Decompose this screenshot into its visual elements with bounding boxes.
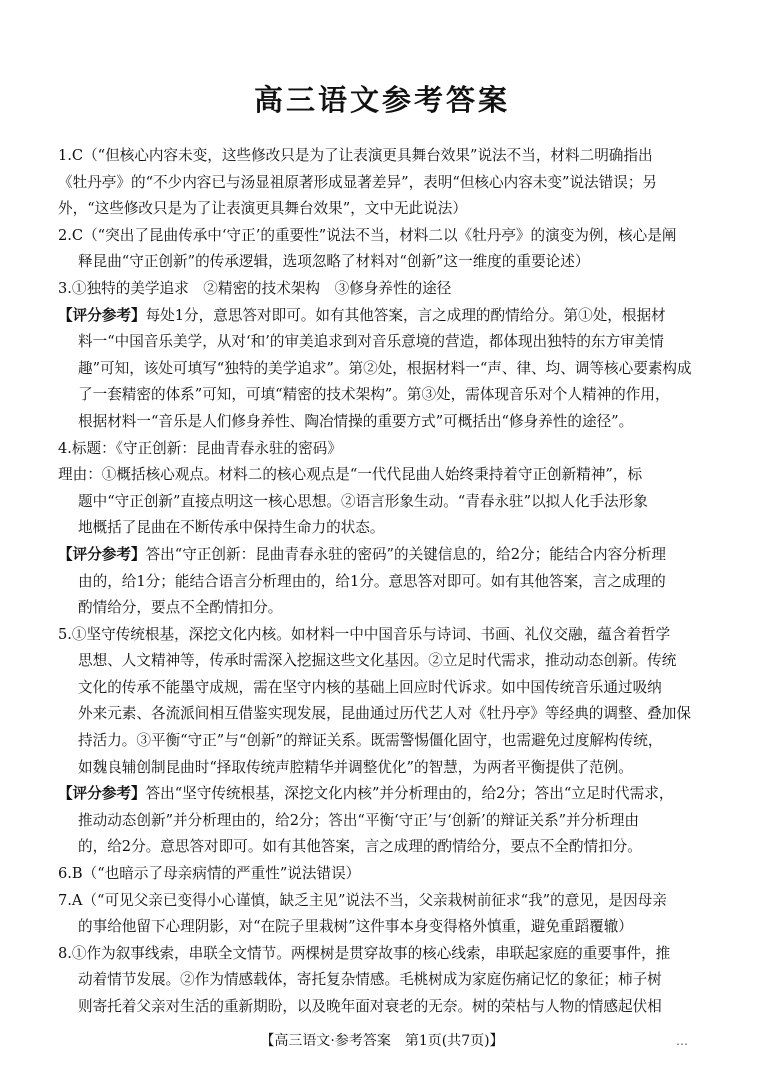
answer-line: [58, 143, 704, 170]
answer-text: 的事给他留下心理阴影，对“在院子里栽树”这件事本身变得格外慎重，避免重蹈覆辙）: [78, 918, 633, 936]
answer-line: [58, 515, 704, 542]
answer-line: [58, 622, 704, 649]
answer-text: 释昆曲“守正创新”的传承逻辑，选项忽略了材料对“创新”这一维度的重要论述）: [78, 253, 590, 271]
answer-text: 如魏良辅创制昆曲时“择取传统声腔精华并调整优化”的智慧，为两者平衡提供了范例。: [78, 758, 633, 776]
answer-text: 8.①作为叙事线索，串联全文情节。两棵树是贯穿故事的核心线索，串联起家庭的重要事件，推: [58, 944, 671, 962]
answer-item: [58, 888, 704, 941]
scoring-tag: 【评分参考】: [58, 306, 146, 324]
answer-line: [58, 170, 704, 197]
page-footer: 【高三语文·参考答案 第1页(共7页)】: [260, 1033, 504, 1049]
answer-line: [58, 967, 704, 994]
answer-text: 7.A（“可见父亲已变得小心谨慎，缺乏主见”说法不当，父亲栽树前征求“我”的意见，是因母亲: [58, 891, 667, 909]
answer-line: [58, 728, 704, 755]
answer-line: [58, 329, 704, 356]
answer-text: 4.标题：《守正创新：昆曲青春永驻的密码》: [58, 439, 342, 457]
answer-text: 持活力。③平衡“守正”与“创新”的辩证关系。既需警惕僵化固守，也需避免过度解构传统，: [78, 732, 663, 750]
answer-line: [58, 382, 704, 409]
answer-text: 根据材料一“音乐是人们修身养性、陶冶情操的重要方式”可概括出“修身养性的途径”。: [78, 412, 634, 430]
answer-line: [58, 249, 704, 276]
answer-item: [58, 223, 704, 276]
answer-text: 由的，给1分；能结合语言分析理由的，给1分。意思答对即可。如有其他答案，言之成理的: [78, 572, 666, 590]
answer-text: 动着情节发展。②作为情感载体，寄托复杂情感。毛桃树成为家庭伤痛记忆的象征；柿子树: [78, 971, 662, 989]
answer-text: 3.①独特的美学追求 ②精密的技术架构 ③修身养性的途径: [58, 279, 452, 297]
answer-line: [58, 675, 704, 702]
answer-text: 题中“守正创新”直接点明这一核心思想。②语言形象生动。“青春永驻”以拟人化手法形象: [78, 492, 648, 510]
answer-line: [58, 356, 704, 383]
answer-line: [58, 436, 704, 463]
answer-line: [58, 276, 704, 303]
answer-line: [58, 303, 704, 330]
answer-text: 地概括了昆曲在不断传承中保持生命力的状态。: [78, 519, 385, 537]
answer-text: 了一套精密的体系”可知，可填“精密的技术架构”。第③处，需体现音乐对个人精神的作用，: [78, 386, 670, 404]
answer-text: 理由：①概括核心观点。材料二的核心观点是“一代代昆曲人始终秉持着守正创新精神”，标: [58, 466, 643, 484]
answer-text: 答出“坚守传统根基，深挖文化内核”并分析理由的，给2分；答出“立足时代需求，: [145, 785, 674, 803]
answer-text: 料一“中国音乐美学，从对‘和’的审美追求到对音乐意境的营造，都体现出独特的东方审美情: [78, 333, 664, 351]
answer-text: 外来元素、各流派间相互借鉴实现发展，昆曲通过历代艺人对《牡丹亭》等经典的调整、叠加保: [78, 705, 691, 723]
answer-item: [58, 781, 704, 861]
answer-text: 酌情给分，要点不全酌情扣分。: [78, 599, 283, 617]
answer-item: [58, 462, 704, 542]
answer-line: [58, 569, 704, 596]
answer-line: [58, 489, 704, 516]
answer-line: [58, 409, 704, 436]
answer-text: 5.①坚守传统根基，深挖文化内核。如材料一中中国音乐与诗词、书画、礼仪交融，蕴含着哲学: [58, 625, 671, 643]
answer-line: [58, 701, 704, 728]
answer-text: 2.C（“突出了昆曲传承中‘守正’的重要性”说法不当，材料二以《牡丹亭》的演变为例，核心是阐: [58, 226, 677, 244]
answer-line: [58, 808, 704, 835]
answer-text: 推动动态创新”并分析理由的，给2分；答出“平衡‘守正’与‘创新’的辩证关系”并分析理由: [78, 811, 640, 829]
answer-line: [58, 861, 704, 888]
answer-line: [58, 462, 704, 489]
answer-line: [58, 914, 704, 941]
answer-line: [58, 888, 704, 915]
answer-text: 思想、人文精神等，传承时需深入挖掘这些文化基因。②立足时代需求，推动动态创新。传统: [78, 652, 677, 670]
answer-line: [58, 648, 704, 675]
answer-text: 文化的传承不能墨守成规，需在坚守内核的基础上回应时代诉求。如中国传统音乐通过吸纳: [78, 678, 662, 696]
answer-line: [58, 223, 704, 250]
answer-line: [58, 196, 704, 223]
answer-text: 则寄托着父亲对生活的重新期盼，以及晚年面对衰老的无奈。树的荣枯与人物的情感起伏相: [78, 998, 662, 1015]
answer-text: 趣”可知，该处可填写“独特的美学追求”。第②处，根据材料一“声、律、均、调等核心要素构成: [78, 359, 692, 377]
scoring-tag: 【评分参考】: [58, 545, 146, 563]
answer-line: [58, 755, 704, 782]
answer-line: [58, 941, 704, 968]
page-title: 高三语文参考答案: [253, 83, 510, 117]
answer-item: [58, 303, 704, 436]
answer-item: [58, 941, 704, 1021]
answer-item: [58, 861, 704, 888]
answer-body: [58, 143, 704, 1021]
answer-text: 每处1分，意思答对即可。如有其他答案，言之成理的酌情给分。第①处，根据材: [145, 306, 666, 324]
answer-item: [58, 622, 704, 782]
answer-item: [58, 542, 704, 622]
answer-text: 的，给2分。意思答对即可。如有其他答案，言之成理的酌情给分，要点不全酌情扣分。: [78, 838, 642, 856]
answer-text: 答出“守正创新：昆曲青春永驻的密码”的关键信息的，给2分；能结合内容分析理: [145, 545, 666, 563]
answer-line: [58, 834, 704, 861]
answer-item: [58, 436, 704, 463]
answer-line: [58, 781, 704, 808]
answer-text: 外，“这些修改只是为了让表演更具舞台效果”，文中无此说法）: [58, 200, 467, 218]
answer-line: [58, 542, 704, 569]
scoring-tag: 【评分参考】: [58, 785, 146, 803]
answer-text: 《牡丹亭》的“不少内容已与汤显祖原著形成显著差异”，表明“但核心内容未变”说法错误；另: [58, 173, 658, 191]
answer-text: 6.B（“也暗示了母亲病情的严重性”说法错误）: [58, 865, 361, 883]
answer-text: 1.C（“但核心内容未变，这些修改只是为了让表演更具舞台效果”说法不当，材料二明确指出: [58, 147, 653, 164]
answer-line: [58, 994, 704, 1021]
corner-mark: …: [676, 1034, 688, 1048]
answer-line: [58, 595, 704, 622]
answer-item: [58, 143, 704, 223]
answer-item: [58, 276, 704, 303]
